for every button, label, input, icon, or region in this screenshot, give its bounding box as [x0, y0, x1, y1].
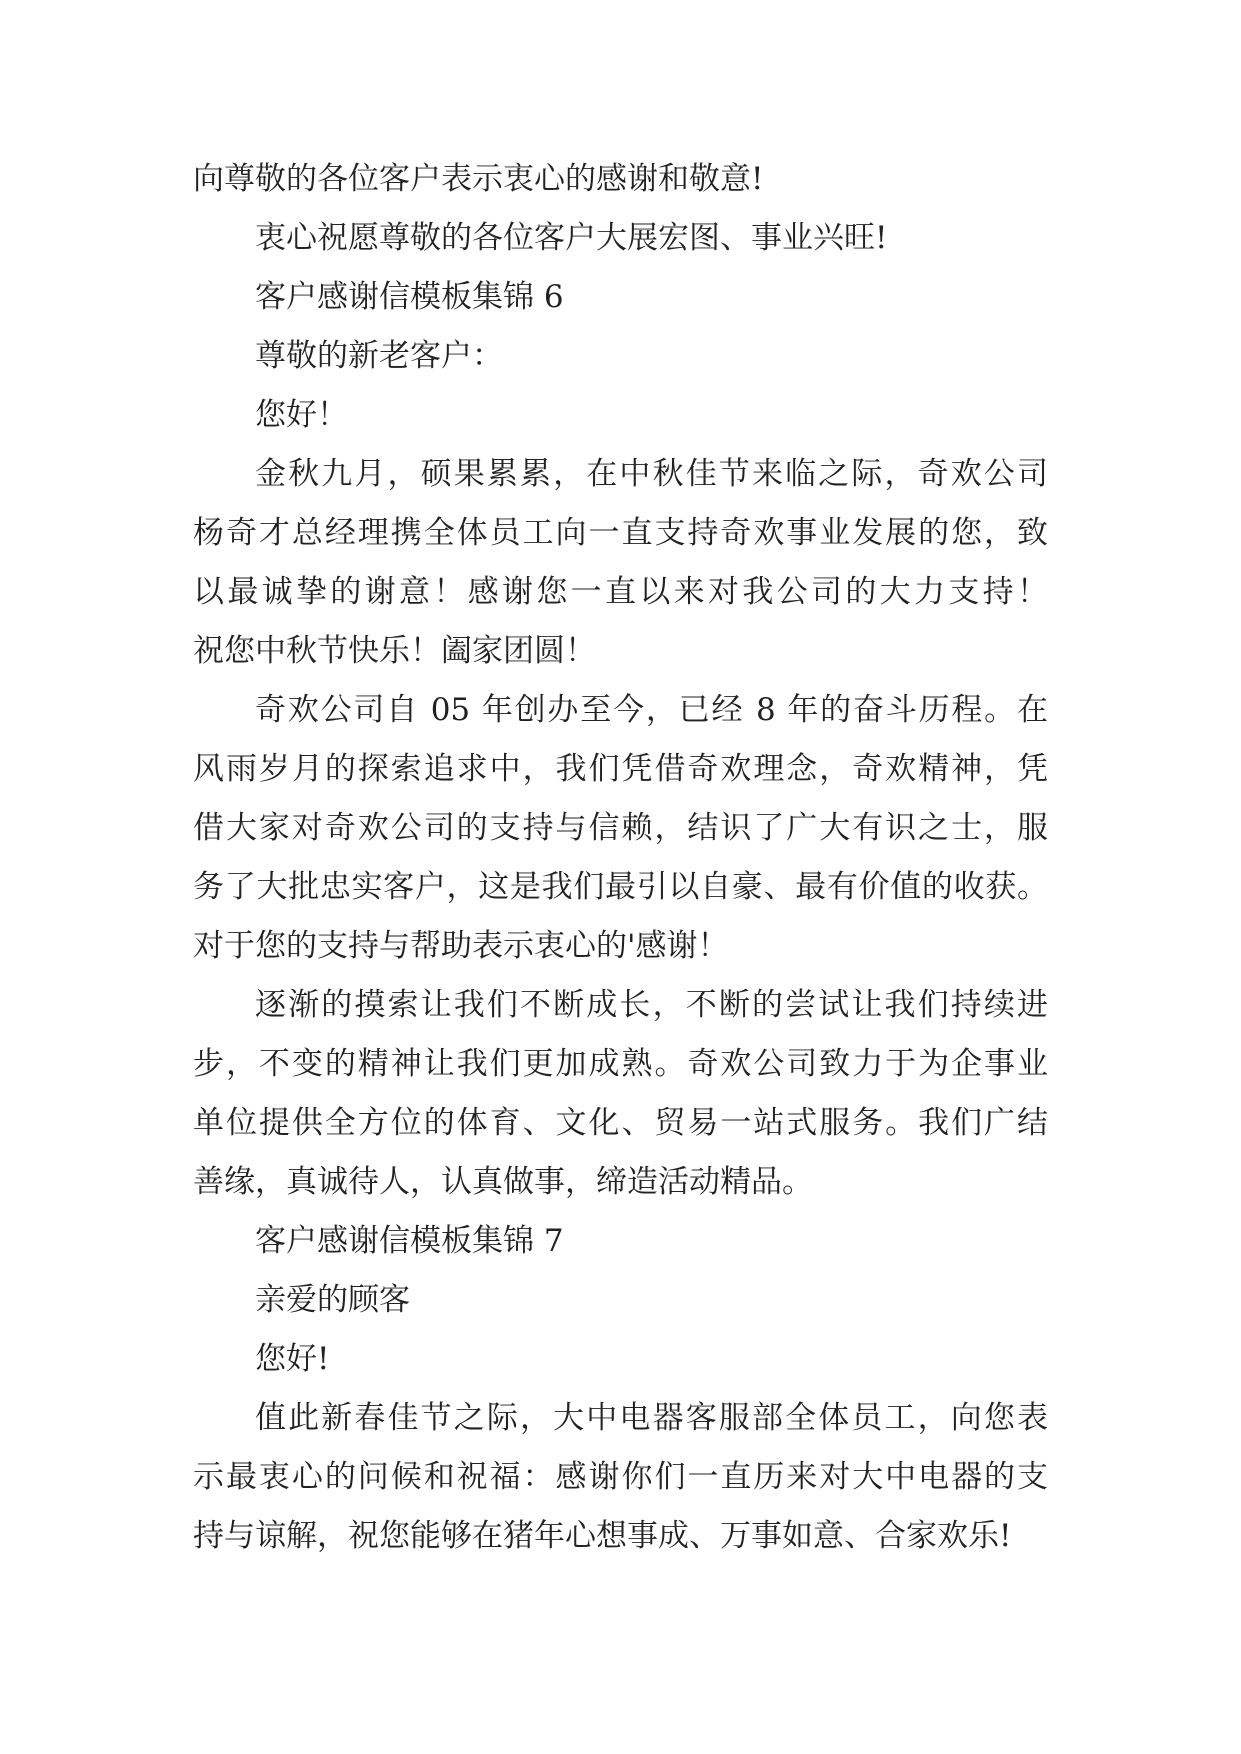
greeting: 您好! — [255, 1341, 330, 1377]
text-line: 奇欢公司自 05 年创办至今，已经 8 年的奋斗历程。在 — [255, 692, 1048, 728]
text-line: 步，不变的精神让我们更加成熟。奇欢公司致力于为企事业 — [193, 1046, 1048, 1082]
text-line: 祝您中秋节快乐！阖家团圆！ — [193, 633, 596, 669]
section-heading: 客户感谢信模板集锦 6 — [255, 279, 564, 315]
document-body — [193, 150, 1048, 1566]
text-line: 以最诚挚的谢意！感谢您一直以来对我公司的大力支持！ — [193, 574, 1048, 610]
text-line: 示最衷心的问候和祝福：感谢你们一直历来对大中电器的支 — [193, 1459, 1048, 1495]
text-line: 务了大批忠实客户，这是我们最引以自豪、最有价值的收获。 — [193, 869, 1048, 905]
text-line: 持与谅解，祝您能够在猪年心想事成、万事如意、合家欢乐! — [193, 1518, 1012, 1554]
text-line: 值此新春佳节之际，大中电器客服部全体员工，向您表 — [255, 1400, 1048, 1436]
text-line: 单位提供全方位的体育、文化、贸易一站式服务。我们广结 — [193, 1105, 1048, 1141]
text-line: 衷心祝愿尊敬的各位客户大展宏图、事业兴旺! — [255, 220, 888, 256]
text-line: 杨奇才总经理携全体员工向一直支持奇欢事业发展的您，致 — [193, 515, 1048, 551]
text-line: 对于您的支持与帮助表示衷心的'感谢！ — [193, 928, 729, 964]
salutation: 亲爱的顾客 — [255, 1282, 410, 1318]
greeting: 您好！ — [255, 397, 348, 433]
text-line: 借大家对奇欢公司的支持与信赖，结识了广大有识之士，服 — [193, 810, 1048, 846]
section-heading: 客户感谢信模板集锦 7 — [255, 1223, 564, 1259]
text-line: 风雨岁月的探索追求中，我们凭借奇欢理念，奇欢精神，凭 — [193, 751, 1048, 787]
salutation: 尊敬的新老客户： — [255, 338, 503, 374]
text-line: 善缘，真诚待人，认真做事，缔造活动精品。 — [193, 1164, 813, 1200]
text-line: 向尊敬的各位客户表示衷心的感谢和敬意! — [193, 161, 764, 197]
text-line: 逐渐的摸索让我们不断成长，不断的尝试让我们持续进 — [255, 987, 1048, 1023]
text-line: 金秋九月，硕果累累，在中秋佳节来临之际，奇欢公司 — [255, 456, 1048, 492]
